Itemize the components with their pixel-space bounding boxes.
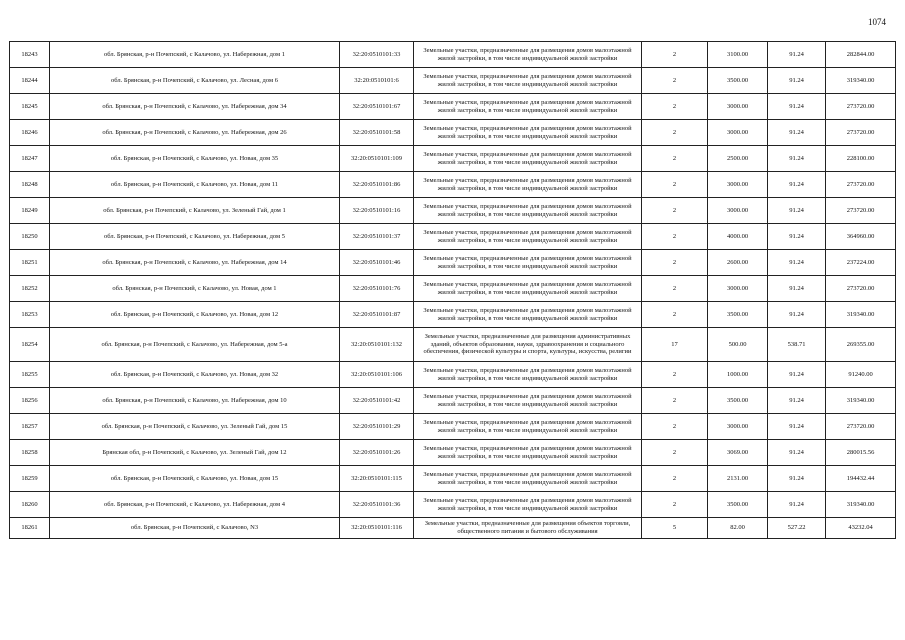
specific-value-cell: 91.24	[768, 302, 826, 328]
specific-value-cell: 91.24	[768, 362, 826, 388]
cadastral-value-cell: 228100.00	[826, 146, 896, 172]
table-row	[10, 94, 896, 120]
land-use-cell: Земельные участки, предназначенные для размещения домов малоэтажной жилой застройки, в том числе индивидуальной жилой застройки	[414, 414, 642, 440]
cadastral-value-cell: 319340.00	[826, 492, 896, 518]
row-number-cell: 18257	[10, 414, 50, 440]
cadastral-value-cell: 273720.00	[826, 120, 896, 146]
area-cell: 3000.00	[708, 276, 768, 302]
cadastral-number-cell: 32:20:0510101:116	[340, 518, 414, 539]
specific-value-cell: 91.24	[768, 120, 826, 146]
cadastral-value-cell: 319340.00	[826, 388, 896, 414]
area-cell: 2500.00	[708, 146, 768, 172]
group-cell: 2	[642, 120, 708, 146]
area-cell: 500.00	[708, 328, 768, 362]
cadastral-value-cell: 364960.00	[826, 224, 896, 250]
table-row	[10, 440, 896, 466]
address-cell: обл. Брянская, р-н Почепский, с Калачово, ул. Набережная, дом 5-а	[50, 328, 340, 362]
table-row	[10, 250, 896, 276]
table-row	[10, 492, 896, 518]
specific-value-cell: 91.24	[768, 492, 826, 518]
cadastral-value-cell: 91240.00	[826, 362, 896, 388]
cadastral-value-cell: 194432.44	[826, 466, 896, 492]
row-number-cell: 18254	[10, 328, 50, 362]
cadastral-value-cell: 282844.00	[826, 42, 896, 68]
cadastral-number-cell: 32:20:0510101:109	[340, 146, 414, 172]
area-cell: 3000.00	[708, 120, 768, 146]
cadastral-number-cell: 32:20:0510101:67	[340, 94, 414, 120]
land-use-cell: Земельные участки, предназначенные для размещения домов малоэтажной жилой застройки, в том числе индивидуальной жилой застройки	[414, 362, 642, 388]
address-cell: обл. Брянская, р-н Почепский, с Калачово, ул. Лесная, дом 6	[50, 68, 340, 94]
row-number-cell: 18251	[10, 250, 50, 276]
address-cell: обл. Брянская, р-н Почепский, с Калачово, N3	[50, 518, 340, 539]
cadastral-number-cell: 32:20:0510101:46	[340, 250, 414, 276]
group-cell: 2	[642, 68, 708, 94]
land-use-cell: Земельные участки, предназначенные для размещения объектов торговли, общественного питания и бытового обслуживания	[414, 518, 642, 539]
specific-value-cell: 91.24	[768, 388, 826, 414]
land-use-cell: Земельные участки, предназначенные для размещения домов малоэтажной жилой застройки, в том числе индивидуальной жилой застройки	[414, 146, 642, 172]
cadastral-number-cell: 32:20:0510101:87	[340, 302, 414, 328]
row-number-cell: 18245	[10, 94, 50, 120]
table-row	[10, 68, 896, 94]
table-row	[10, 42, 896, 68]
page-number: 1074	[868, 17, 886, 27]
group-cell: 2	[642, 414, 708, 440]
group-cell: 2	[642, 172, 708, 198]
land-use-cell: Земельные участки, предназначенные для размещения домов малоэтажной жилой застройки, в том числе индивидуальной жилой застройки	[414, 250, 642, 276]
area-cell: 3000.00	[708, 198, 768, 224]
row-number-cell: 18247	[10, 146, 50, 172]
land-use-cell: Земельные участки, предназначенные для размещения домов малоэтажной жилой застройки, в том числе индивидуальной жилой застройки	[414, 120, 642, 146]
address-cell: обл. Брянская, р-н Почепский, с Калачово, ул. Зеленый Гай, дом 1	[50, 198, 340, 224]
table-row	[10, 466, 896, 492]
cadastral-number-cell: 32:20:0510101:115	[340, 466, 414, 492]
specific-value-cell: 91.24	[768, 42, 826, 68]
specific-value-cell: 91.24	[768, 172, 826, 198]
cadastral-value-table	[9, 41, 896, 539]
address-cell: Брянская обл, р-н Почепский, с Калачово, ул. Зеленый Гай, дом 12	[50, 440, 340, 466]
land-use-cell: Земельные участки, предназначенные для размещения домов малоэтажной жилой застройки, в том числе индивидуальной жилой застройки	[414, 42, 642, 68]
land-use-cell: Земельные участки, предназначенные для размещения домов малоэтажной жилой застройки, в том числе индивидуальной жилой застройки	[414, 224, 642, 250]
address-cell: обл. Брянская, р-н Почепский, с Калачово, ул. Набережная, дом 5	[50, 224, 340, 250]
group-cell: 2	[642, 440, 708, 466]
land-use-cell: Земельные участки, предназначенные для размещения административных зданий, объектов образования, науки, здравоохранения и социального обеспечения, физической культуры и спорта, культуры, искусства, религии	[414, 328, 642, 362]
area-cell: 3500.00	[708, 302, 768, 328]
table-row	[10, 198, 896, 224]
cadastral-number-cell: 32:20:0510101:6	[340, 68, 414, 94]
land-use-cell: Земельные участки, предназначенные для размещения домов малоэтажной жилой застройки, в том числе индивидуальной жилой застройки	[414, 492, 642, 518]
area-cell: 3100.00	[708, 42, 768, 68]
land-use-cell: Земельные участки, предназначенные для размещения домов малоэтажной жилой застройки, в том числе индивидуальной жилой застройки	[414, 388, 642, 414]
group-cell: 2	[642, 42, 708, 68]
table-row	[10, 362, 896, 388]
cadastral-number-cell: 32:20:0510101:106	[340, 362, 414, 388]
area-cell: 4000.00	[708, 224, 768, 250]
cadastral-value-cell: 273720.00	[826, 94, 896, 120]
group-cell: 17	[642, 328, 708, 362]
group-cell: 2	[642, 276, 708, 302]
specific-value-cell: 91.24	[768, 68, 826, 94]
table-row	[10, 388, 896, 414]
specific-value-cell: 91.24	[768, 198, 826, 224]
table-row	[10, 172, 896, 198]
row-number-cell: 18248	[10, 172, 50, 198]
land-use-cell: Земельные участки, предназначенные для размещения домов малоэтажной жилой застройки, в том числе индивидуальной жилой застройки	[414, 172, 642, 198]
land-use-cell: Земельные участки, предназначенные для размещения домов малоэтажной жилой застройки, в том числе индивидуальной жилой застройки	[414, 440, 642, 466]
cadastral-value-cell: 319340.00	[826, 68, 896, 94]
cadastral-value-cell: 273720.00	[826, 276, 896, 302]
address-cell: обл. Брянская, р-н Почепский, с Калачово, ул. Новая, дом 11	[50, 172, 340, 198]
group-cell: 2	[642, 492, 708, 518]
group-cell: 2	[642, 388, 708, 414]
area-cell: 1000.00	[708, 362, 768, 388]
group-cell: 2	[642, 224, 708, 250]
cadastral-value-cell: 269355.00	[826, 328, 896, 362]
row-number-cell: 18253	[10, 302, 50, 328]
address-cell: обл. Брянская, р-н Почепский, с Калачово, ул. Набережная, дом 34	[50, 94, 340, 120]
specific-value-cell: 91.24	[768, 276, 826, 302]
row-number-cell: 18258	[10, 440, 50, 466]
specific-value-cell: 538.71	[768, 328, 826, 362]
address-cell: обл. Брянская, р-н Почепский, с Калачово, ул. Новая, дом 1	[50, 276, 340, 302]
address-cell: обл. Брянская, р-н Почепский, с Калачово, ул. Набережная, дом 1	[50, 42, 340, 68]
cadastral-number-cell: 32:20:0510101:37	[340, 224, 414, 250]
group-cell: 2	[642, 466, 708, 492]
area-cell: 3000.00	[708, 94, 768, 120]
row-number-cell: 18256	[10, 388, 50, 414]
address-cell: обл. Брянская, р-н Почепский, с Калачово, ул. Набережная, дом 4	[50, 492, 340, 518]
row-number-cell: 18243	[10, 42, 50, 68]
table-body	[10, 42, 896, 539]
group-cell: 2	[642, 250, 708, 276]
address-cell: обл. Брянская, р-н Почепский, с Калачово, ул. Набережная, дом 10	[50, 388, 340, 414]
specific-value-cell: 91.24	[768, 94, 826, 120]
land-use-cell: Земельные участки, предназначенные для размещения домов малоэтажной жилой застройки, в том числе индивидуальной жилой застройки	[414, 94, 642, 120]
area-cell: 82.00	[708, 518, 768, 539]
specific-value-cell: 91.24	[768, 224, 826, 250]
cadastral-number-cell: 32:20:0510101:33	[340, 42, 414, 68]
land-use-cell: Земельные участки, предназначенные для размещения домов малоэтажной жилой застройки, в том числе индивидуальной жилой застройки	[414, 198, 642, 224]
area-cell: 3500.00	[708, 388, 768, 414]
area-cell: 3000.00	[708, 172, 768, 198]
land-use-cell: Земельные участки, предназначенные для размещения домов малоэтажной жилой застройки, в том числе индивидуальной жилой застройки	[414, 466, 642, 492]
area-cell: 2600.00	[708, 250, 768, 276]
address-cell: обл. Брянская, р-н Почепский, с Калачово, ул. Набережная, дом 26	[50, 120, 340, 146]
specific-value-cell: 91.24	[768, 414, 826, 440]
specific-value-cell: 91.24	[768, 440, 826, 466]
row-number-cell: 18259	[10, 466, 50, 492]
row-number-cell: 18250	[10, 224, 50, 250]
address-cell: обл. Брянская, р-н Почепский, с Калачово, ул. Новая, дом 12	[50, 302, 340, 328]
land-use-cell: Земельные участки, предназначенные для размещения домов малоэтажной жилой застройки, в том числе индивидуальной жилой застройки	[414, 302, 642, 328]
specific-value-cell: 91.24	[768, 466, 826, 492]
cadastral-number-cell: 32:20:0510101:58	[340, 120, 414, 146]
row-number-cell: 18246	[10, 120, 50, 146]
cadastral-number-cell: 32:20:0510101:26	[340, 440, 414, 466]
address-cell: обл. Брянская, р-н Почепский, с Калачово, ул. Новая, дом 35	[50, 146, 340, 172]
specific-value-cell: 91.24	[768, 146, 826, 172]
group-cell: 2	[642, 362, 708, 388]
table-row	[10, 146, 896, 172]
land-use-cell: Земельные участки, предназначенные для размещения домов малоэтажной жилой застройки, в том числе индивидуальной жилой застройки	[414, 68, 642, 94]
specific-value-cell: 527.22	[768, 518, 826, 539]
address-cell: обл. Брянская, р-н Почепский, с Калачово, ул. Новая, дом 32	[50, 362, 340, 388]
table-row	[10, 328, 896, 362]
land-use-cell: Земельные участки, предназначенные для размещения домов малоэтажной жилой застройки, в том числе индивидуальной жилой застройки	[414, 276, 642, 302]
cadastral-number-cell: 32:20:0510101:76	[340, 276, 414, 302]
area-cell: 2131.00	[708, 466, 768, 492]
cadastral-number-cell: 32:20:0510101:86	[340, 172, 414, 198]
table-row	[10, 518, 896, 539]
cadastral-value-cell: 43232.04	[826, 518, 896, 539]
address-cell: обл. Брянская, р-н Почепский, с Калачово, ул. Новая, дом 15	[50, 466, 340, 492]
table-row	[10, 120, 896, 146]
row-number-cell: 18261	[10, 518, 50, 539]
group-cell: 2	[642, 94, 708, 120]
cadastral-number-cell: 32:20:0510101:36	[340, 492, 414, 518]
cadastral-number-cell: 32:20:0510101:132	[340, 328, 414, 362]
cadastral-number-cell: 32:20:0510101:29	[340, 414, 414, 440]
table-row	[10, 414, 896, 440]
address-cell: обл. Брянская, р-н Почепский, с Калачово, ул. Зеленый Гай, дом 15	[50, 414, 340, 440]
table-row	[10, 224, 896, 250]
address-cell: обл. Брянская, р-н Почепский, с Калачово, ул. Набережная, дом 14	[50, 250, 340, 276]
cadastral-value-cell: 273720.00	[826, 172, 896, 198]
cadastral-value-cell: 319340.00	[826, 302, 896, 328]
row-number-cell: 18244	[10, 68, 50, 94]
area-cell: 3500.00	[708, 492, 768, 518]
area-cell: 3069.00	[708, 440, 768, 466]
row-number-cell: 18252	[10, 276, 50, 302]
row-number-cell: 18255	[10, 362, 50, 388]
row-number-cell: 18260	[10, 492, 50, 518]
group-cell: 2	[642, 198, 708, 224]
cadastral-value-cell: 237224.00	[826, 250, 896, 276]
cadastral-value-cell: 273720.00	[826, 414, 896, 440]
area-cell: 3500.00	[708, 68, 768, 94]
row-number-cell: 18249	[10, 198, 50, 224]
cadastral-number-cell: 32:20:0510101:42	[340, 388, 414, 414]
cadastral-value-cell: 280015.56	[826, 440, 896, 466]
cadastral-value-cell: 273720.00	[826, 198, 896, 224]
table-row	[10, 302, 896, 328]
specific-value-cell: 91.24	[768, 250, 826, 276]
group-cell: 2	[642, 302, 708, 328]
table-row	[10, 276, 896, 302]
area-cell: 3000.00	[708, 414, 768, 440]
cadastral-number-cell: 32:20:0510101:16	[340, 198, 414, 224]
group-cell: 5	[642, 518, 708, 539]
group-cell: 2	[642, 146, 708, 172]
